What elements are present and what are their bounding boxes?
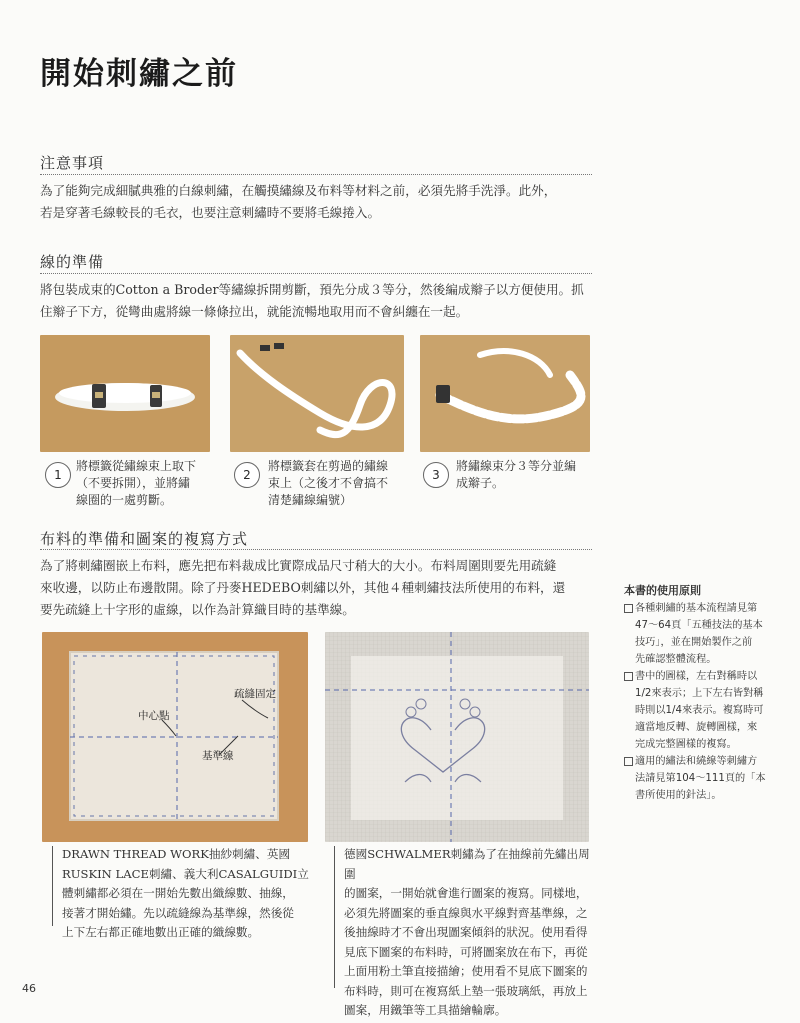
sidebar-item (624, 600, 789, 668)
section-heading-thread: 線的準備 (40, 253, 105, 271)
fabric-paragraph (40, 555, 596, 621)
page-title: 開始刺繡之前 (40, 56, 238, 92)
text-line: 書中的圖樣，左右對稱時以 (635, 671, 758, 682)
step-3-caption (456, 458, 576, 492)
step-2-photo (230, 335, 404, 452)
text-line: 技巧」，並在開始製作之前 (635, 637, 753, 648)
text-line: 為了將刺繡圈嵌上布料，應先把布料裁成比實際成品尺寸稍大的大小。布料周圍則要先用疏縫 (40, 558, 557, 573)
label-baseline: 基準線 (202, 750, 234, 762)
text-line: 各種刺繡的基本流程請見第 (635, 603, 758, 614)
text-line: 上面用粉土筆直接描繪；使用看不見底下圖案的 (344, 964, 588, 978)
fabric-basting-photo (42, 632, 308, 842)
checkbox-square-icon (624, 757, 633, 766)
text-line: 後抽線時才不會出現圖案傾斜的狀況。使用看得 (344, 925, 588, 939)
section-divider (40, 549, 592, 550)
step-1-caption (76, 458, 196, 509)
text-line: 線圈的一處剪斷。 (76, 493, 173, 507)
text-line: 為了能夠完成細膩典雅的白線刺繡，在觸摸繡線及布料等材料之前，必須先將手洗淨。此外， (40, 183, 557, 198)
text-line: 將標籤套在剪過的繡線 (268, 459, 389, 473)
text-line: 適當地反轉、旋轉圖樣，來 (635, 722, 758, 733)
text-line: 上下左右都正確地數出正確的織線數。 (62, 925, 260, 939)
text-line: （不要拆開），並將繡 (76, 476, 191, 490)
text-line: 圖案，用鐵筆等工具描繪輪廓。 (344, 1003, 507, 1017)
text-line: 1/2來表示；上下左右皆對稱 (635, 688, 764, 699)
label-basting: 疏縫固定 (234, 688, 276, 700)
text-line: 來收邊，以防止布邊散開。除了丹麥HEDEBO刺繡以外，其他４種刺繡技法所使用的布料，還 (40, 580, 566, 595)
section-divider (40, 273, 592, 274)
text-line: 書所使用的針法」。 (635, 790, 722, 801)
caption-left (62, 845, 312, 943)
thread-paragraph (40, 279, 596, 323)
notes-paragraph (40, 180, 596, 224)
text-line: 將包裝成束的Cotton a Broder等繡線拆開剪斷，預先分成３等分，然後編成辮子以方便使用。抓 (40, 282, 584, 297)
text-line: 要先疏縫上十字形的虛線，以作為計算織目時的基準線。 (40, 602, 355, 617)
text-line: 成辮子。 (456, 476, 505, 490)
sidebar-heading: 本書的使用原則 (624, 584, 701, 597)
text-line: RUSKIN LACE刺繡、義大利CASALGUIDI立 (62, 866, 309, 881)
step-1-photo (40, 335, 210, 452)
text-line: 清楚繡線編號） (268, 493, 353, 507)
text-line: 體刺繡都必須在一開始先數出織線數、抽線， (62, 886, 294, 900)
text-line: 的圖案，一開始就會進行圖案的複寫。同樣地， (344, 886, 588, 900)
label-center-point: 中心點 (138, 710, 170, 722)
text-line: 束上（之後才不會搞不 (268, 476, 389, 490)
step-3-photo (420, 335, 590, 452)
text-line: 完成完整圖樣的複寫。 (635, 739, 737, 750)
checkbox-square-icon (624, 604, 633, 613)
step-1-number: 1 (45, 462, 71, 488)
caption-right (344, 845, 594, 1021)
caption-left-rule (52, 846, 53, 926)
sidebar-item (624, 668, 789, 753)
page-number: 46 (22, 982, 36, 995)
text-line: 適用的繡法和繞線等刺繡方 (635, 756, 758, 767)
text-line: 將標籤從繡線束上取下 (76, 459, 197, 473)
sidebar-notes (624, 600, 789, 804)
section-heading-fabric: 布料的準備和圖案的複寫方式 (40, 530, 249, 548)
step-2-caption (268, 458, 388, 509)
text-line: 接著才開始繡。先以疏縫線為基準線，然後從 (62, 905, 294, 920)
section-divider (40, 174, 592, 175)
caption-right-rule (334, 846, 335, 988)
step-3-number: 3 (423, 462, 449, 488)
checkbox-square-icon (624, 672, 633, 681)
step-2-number: 2 (234, 462, 260, 488)
fabric-tracing-photo (325, 632, 589, 842)
text-line: 必須先將圖案的垂直線與水平線對齊基準線，之 (344, 905, 588, 920)
text-line: 若是穿著毛線較長的毛衣，也要注意刺繡時不要將毛線捲入。 (40, 205, 381, 220)
text-line: 德國SCHWALMER刺繡為了在抽線前先繡出周圍 (344, 847, 590, 881)
sidebar-item (624, 753, 789, 804)
text-line: 47～64頁「五種技法的基本 (635, 620, 763, 631)
section-heading-notes: 注意事項 (40, 154, 105, 172)
text-line: 見底下圖案的布料時，可將圖案放在布下，再從 (344, 944, 588, 959)
text-line: 法請見第104～111頁的「本 (635, 773, 766, 784)
text-line: 布料時，則可在複寫紙上墊一張玻璃紙，再放上 (344, 983, 588, 998)
text-line: 住辮子下方，從彎曲處將線一條條拉出，就能流暢地取用而不會糾纏在一起。 (40, 304, 469, 319)
text-line: 先確認整體流程。 (635, 654, 717, 665)
text-line: 時則以1/4來表示。複寫時可 (635, 705, 764, 716)
text-line: DRAWN THREAD WORK抽紗刺繡、英國 (62, 847, 291, 861)
text-line: 將繡線束分３等分並編 (456, 459, 577, 473)
